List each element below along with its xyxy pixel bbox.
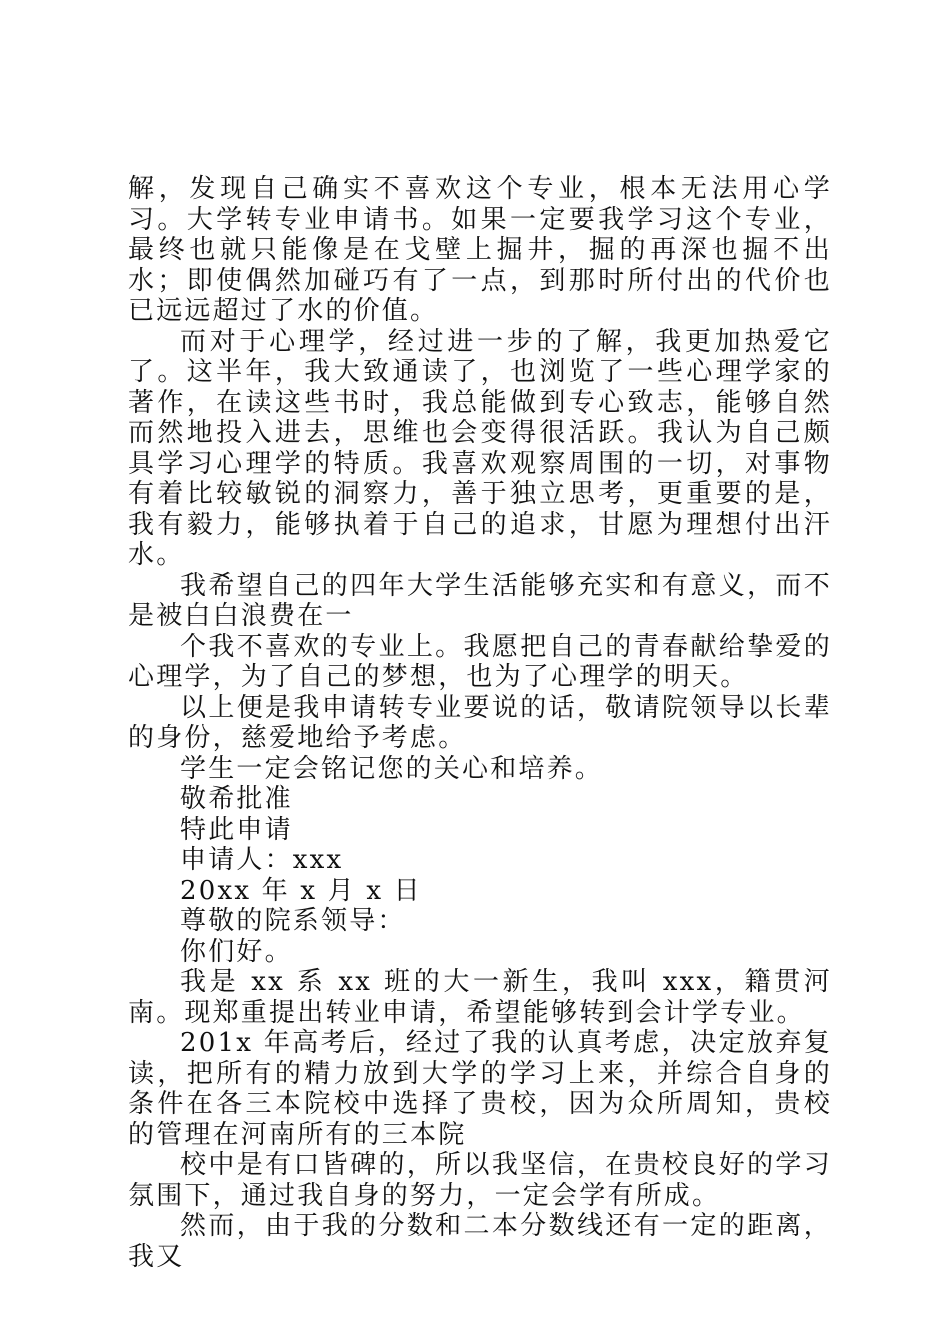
closing-request: 特此申请 — [180, 814, 293, 845]
paragraph-3: 我希望自己的四年大学生活能够充实和有意义，而不是被白白浪费在一 — [128, 570, 832, 631]
paragraph-2: 而对于心理学，经过进一步的了解，我更加热爱它了。这半年，我大致通读了，也浏览了一些心理学家的著作，在读这些书时，我总能做到专心致志，能够自然而然地投入进去，思维也会变得很活跃。我认为自己颇具学习心理学的特质。我喜欢观察周围的一切，对事物有着比较敏锐的洞察力，善于独立思考，更重要的是，我有毅力，能够执着于自己的追求，甘愿为理想付出汗水。 — [128, 326, 832, 570]
closing-approval: 敬希批准 — [180, 784, 293, 814]
salutation: 尊敬的院系领导： — [180, 906, 406, 936]
paragraph-4: 个我不喜欢的专业上。我愿把自己的青春献给挚爱的心理学，为了自己的梦想，也为了心理学的明天。 — [128, 631, 832, 692]
paragraph-background: 201x 年高考后，经过了我的认真考虑，决定放弃复读，把所有的精力放到大学的学习上来，并综合自身的条件在各三本院校中选择了贵校，因为众所周知，贵校的管理在河南所有的三本院 — [128, 1028, 832, 1150]
paragraph-1: 解，发现自己确实不喜欢这个专业，根本无法用心学习。大学转专业申请书。如果一定要我学习这个专业，最终也就只能像是在戈壁上掘井，掘的再深也掘不出水；即使偶然加碰巧有了一点，到那时所付出的代价也已远远超过了水的价值。 — [128, 174, 832, 326]
paragraph-5: 以上便是我申请转专业要说的话，敬请院领导以长辈的身份，慈爱地给予考虑。 — [128, 692, 832, 753]
paragraph-6: 学生一定会铭记您的关心和培养。 — [180, 753, 604, 784]
greeting: 你们好。 — [180, 936, 293, 967]
document-body — [128, 174, 832, 1272]
paragraph-however: 然而，由于我的分数和二本分数线还有一定的距离，我又 — [128, 1211, 832, 1272]
paragraph-confidence: 校中是有口皆碑的，所以我坚信，在贵校良好的学习氛围下，通过我自身的努力，一定会学有所成。 — [128, 1150, 832, 1211]
application-date: 20xx 年 x 月 x 日 — [180, 875, 422, 906]
applicant-name: 申请人：xxx — [180, 845, 344, 875]
paragraph-introduction: 我是 xx 系 xx 班的大一新生，我叫 xxx，籍贯河南。现郑重提出转业申请，希望能够转到会计学专业。 — [128, 967, 832, 1028]
